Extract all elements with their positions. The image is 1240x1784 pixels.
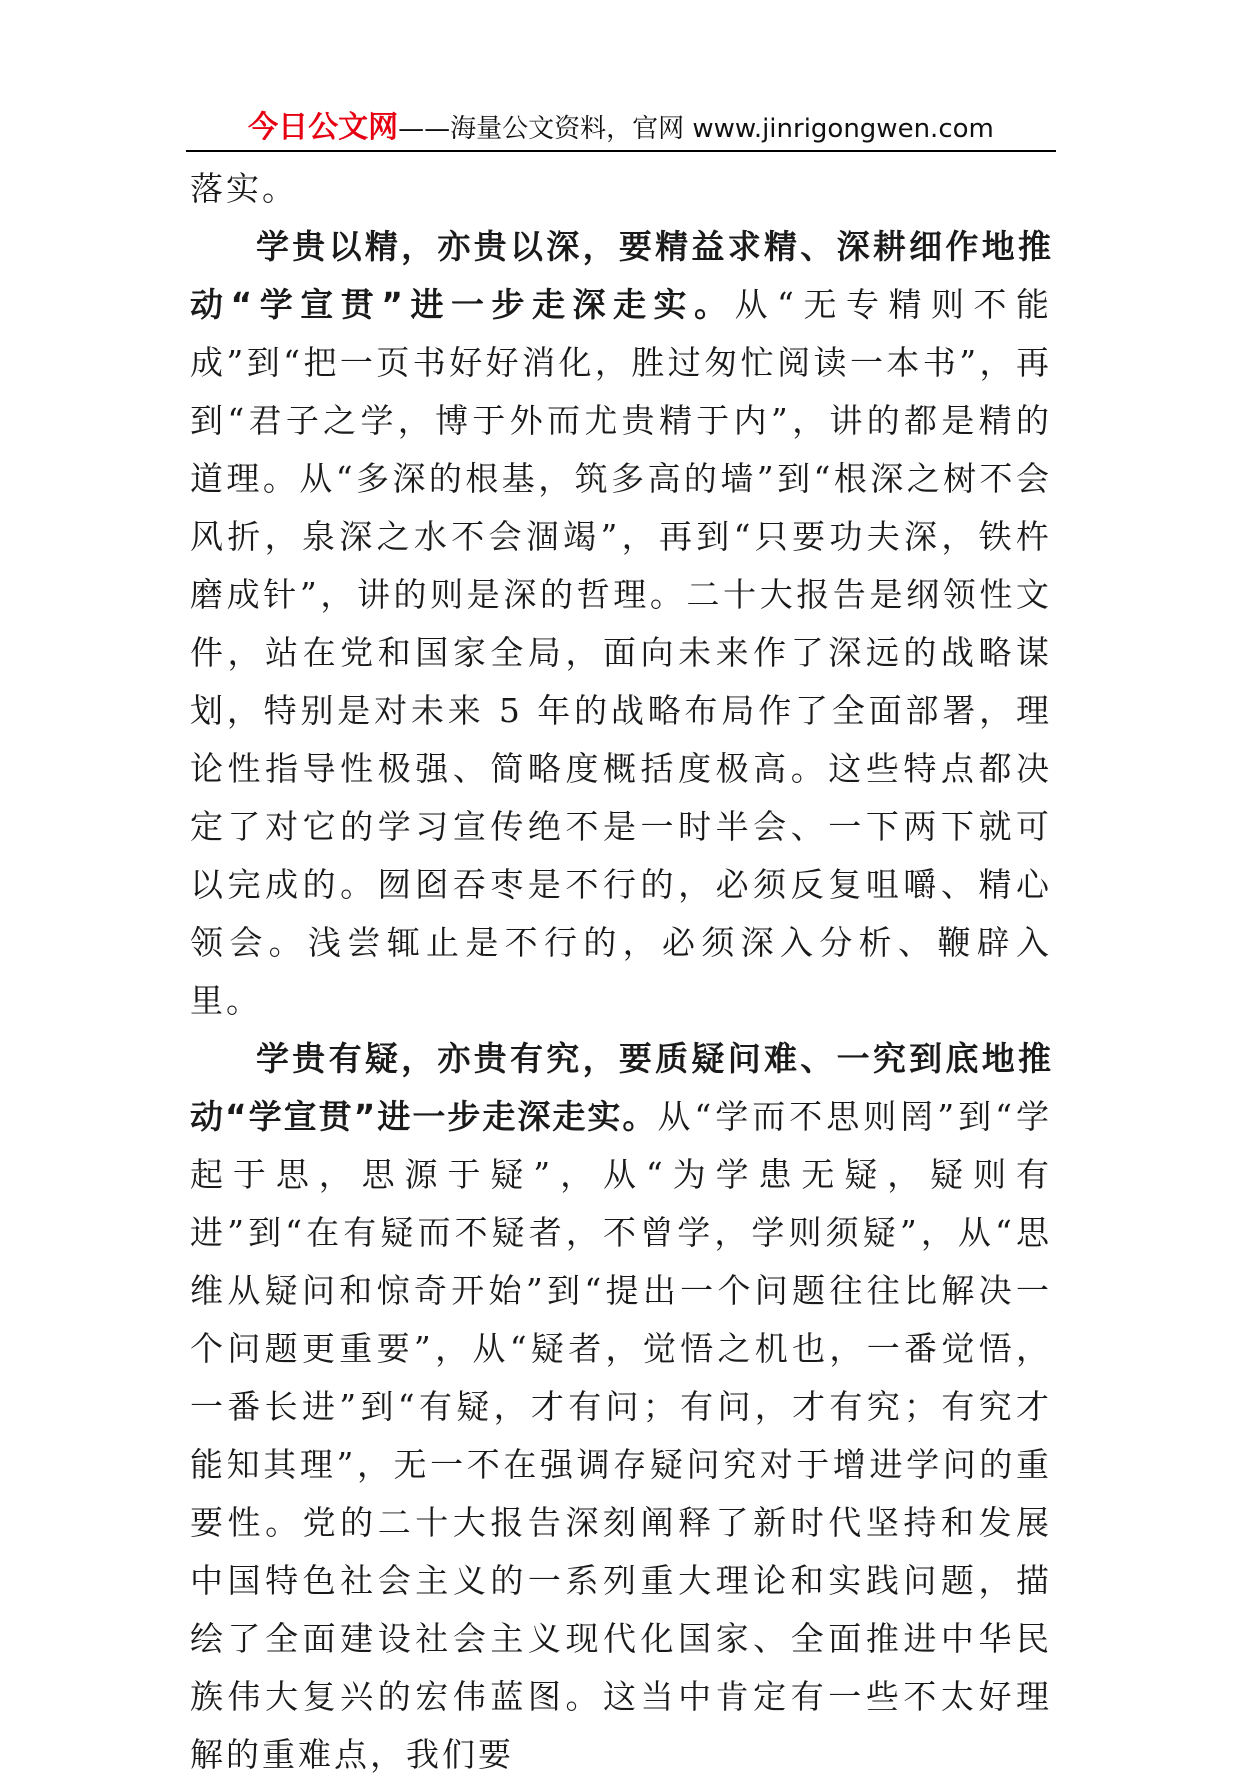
header-rule bbox=[186, 150, 1056, 152]
paragraph-lead: 学贵有疑，亦贵有究，要质疑问难、一究到底地推动“学宣贯”进一步走深走实。 bbox=[190, 1039, 1052, 1136]
paragraph-questioning bbox=[190, 1030, 1052, 1784]
document-body bbox=[190, 160, 1052, 1784]
paragraph-text: 从“学而不思则罔”到“学起于思，思源于疑”，从“为学患无疑，疑则有进”到“在有疑而不疑者，不曾学，学则须疑”，从“思维从疑问和惊奇开始”到“提出一个问题往往比解决一个问题更重要”，从“疑者，觉悟之机也，一番觉悟，一番长进”到“有疑，才有问；有问，才有究；有究才能知其理”，无一不在强调存疑问究对于增进学问的重要性。党的二十大报告深刻阐释了新时代坚持和发展中国特色社会主义的一系列重大理论和实践问题，描绘了全面建设社会主义现代化国家、全面推进中华民族伟大复兴的宏伟蓝图。这当中肯定有一些不太好理解的重难点，我们要 bbox=[190, 1097, 1052, 1774]
page-header bbox=[186, 104, 1056, 152]
site-brand: 今日公文网 bbox=[248, 110, 399, 145]
paragraph-text: 落实。 bbox=[190, 169, 298, 208]
paragraph-lead: 学贵以精，亦贵以深，要精益求精、深耕细作地推动“学宣贯”进一步走深走实。 bbox=[190, 227, 1052, 324]
site-tagline: ——海量公文资料，官网 www.jinrigongwen.com bbox=[398, 114, 994, 144]
paragraph-precision bbox=[190, 218, 1052, 1030]
paragraph-text: 从“无专精则不能成”到“把一页书好好消化，胜过匆忙阅读一本书”，再到“君子之学，博于外而尤贵精于内”，讲的都是精的道理。从“多深的根基，筑多高的墙”到“根深之树不会风折，泉深之水不会涸竭”，再到“只要功夫深，铁杵磨成针”，讲的则是深的哲理。二十大报告是纲领性文件，站在党和国家全局，面向未来作了深远的战略谋划，特别是对未来 5 年的战略布局作了全面部署，理论性指导性极强、简略度概括度极高。这些特点都决定了对它的学习宣传绝不是一时半会、一下两下就可以完成的。囫囵吞枣是不行的，必须反复咀嚼、精心领会。浅尝辄止是不行的，必须深入分析、鞭辟入里。 bbox=[190, 285, 1052, 1020]
paragraph-continuation bbox=[190, 160, 1052, 218]
